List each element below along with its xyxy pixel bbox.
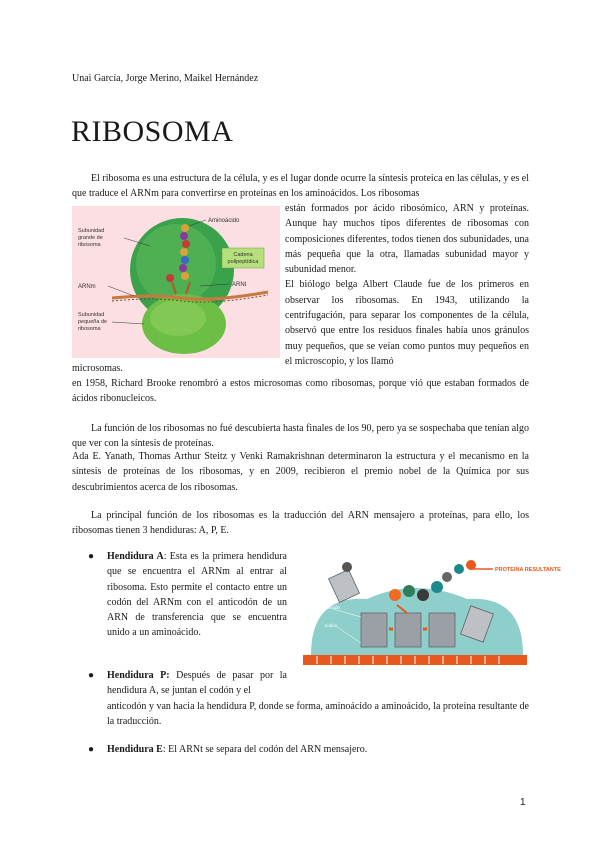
- paragraph-principal: La principal función de los ribosomas es la traducción del ARN mensajero a proteínas, para ello, los ribosomas tienen 3 hendiduras: A, P, E.: [72, 510, 529, 537]
- bullet-marker: ●: [88, 744, 95, 755]
- svg-text:polipeptídica: polipeptídica: [227, 259, 259, 265]
- wrap-paragraph-2: El biólogo belga Albert Claude fue de los primeros en observar los ribosomas. En 1943, utilizando la centrifugación, para separar los componentes de la célula, observó que entre los residuos finales había unos gránulos muy pequeños, que se veían como puntos muy pequeños en el microscopio, y los llamó: [285, 279, 529, 367]
- bullet-p-text-2: anticodón y van hacia la hendidura P, donde se forma, aminoácido a aminoácido, la proteína resultante de la traducción.: [107, 700, 529, 727]
- authors: Unai García, Jorge Merino, Maikel Hernández: [72, 73, 259, 84]
- paragraph-ada: Ada E. Yanath, Thomas Arthur Steitz y Venki Ramakrishnan determinaron la estructura y el mecanismo en la síntesis de proteínas de los ribosomas, y en 2009, recibieron el premio nobel de la Química por sus descubrimientos acerca de los ribosomas.: [72, 451, 529, 493]
- svg-text:Cadena: Cadena: [233, 252, 253, 258]
- paragraph-1958: en 1958, Richard Brooke renombró a estos microsomas como ribosomas, porque vió que estaban formados de ácidos ribonucleicos.: [72, 378, 529, 405]
- translation-illustration: [297, 555, 561, 677]
- label-arnm-2: ARNM: [311, 669, 329, 675]
- bullet-a-label: Hendidura A: [107, 551, 164, 562]
- label-codon: codón: [325, 623, 338, 628]
- bullet-hendidura-p: [88, 668, 529, 729]
- label-aminoacido: Aminoácido: [208, 218, 240, 224]
- svg-text:Subunidad grande de: Subunidad grande de ribosoma: [78, 228, 105, 248]
- page-title: RIBOSOMA: [71, 115, 234, 148]
- translation-diagram: [297, 555, 561, 677]
- wrap-paragraph-1: están formados por ácido ribosómico, ARN y proteínas. Aunque hay muchos tipos diferentes de ribosomas con composiciones diferentes, todos tienen dos subunidades, una más pequeña que la otra, llamadas subunidad mayor y subunidad menor.: [285, 203, 529, 276]
- bullet-hendidura-a: [88, 549, 287, 641]
- bullet-marker: ●: [88, 670, 95, 681]
- label-arnm: ARNm: [78, 284, 96, 290]
- ribosome-diagram: [72, 206, 280, 358]
- page-number: 1: [520, 797, 526, 808]
- bullet-hendidura-e: [88, 742, 529, 757]
- bullet-e-text: : El ARNt se separa del codón del ARN mensajero.: [162, 744, 368, 755]
- microsomas-line: microsomas.: [72, 363, 123, 374]
- wrap-column: [285, 201, 529, 369]
- paragraph-funcion: La función de los ribosomas no fué descubierta hasta finales de los 90, pero ya se sospechaba que tenían algo que ver con la síntesis de proteínas.: [72, 423, 529, 450]
- bullet-marker: ●: [88, 551, 95, 562]
- svg-text:Subunidad pequeña de: Subunidad pequeña de ribosoma: [78, 312, 108, 332]
- bullet-e-label: Hendidura E: [107, 744, 163, 755]
- label-arnt: ARNt: [232, 282, 247, 288]
- bullet-p-text-1: Después de pasar por la hendidura A, se juntan el codón y el: [107, 670, 287, 697]
- ribosome-illustration: [72, 206, 280, 358]
- label-proteina: PROTEINA RESULTANTE: [495, 567, 561, 573]
- intro-paragraph: El ribosoma es una estructura de la célula, y es el lugar donde ocurre la síntesis proteica en las células, y es el que traduce el ARNm para convertirse en proteínas en los aminoácidos. Los ribosomas: [72, 173, 529, 200]
- bullet-a-text: : Esta es la primera hendidura que se encuentra el ARNm al entrar al ribosoma. Esto permite el contacto entre un codón del ARNm con el anticodón de un ARN de transferencia que se encuentra unido a un aminoácido.: [107, 551, 287, 639]
- bullet-p-label: Hendidura P:: [107, 670, 170, 681]
- label-aminoacido-2: aminoácido: [317, 605, 341, 610]
